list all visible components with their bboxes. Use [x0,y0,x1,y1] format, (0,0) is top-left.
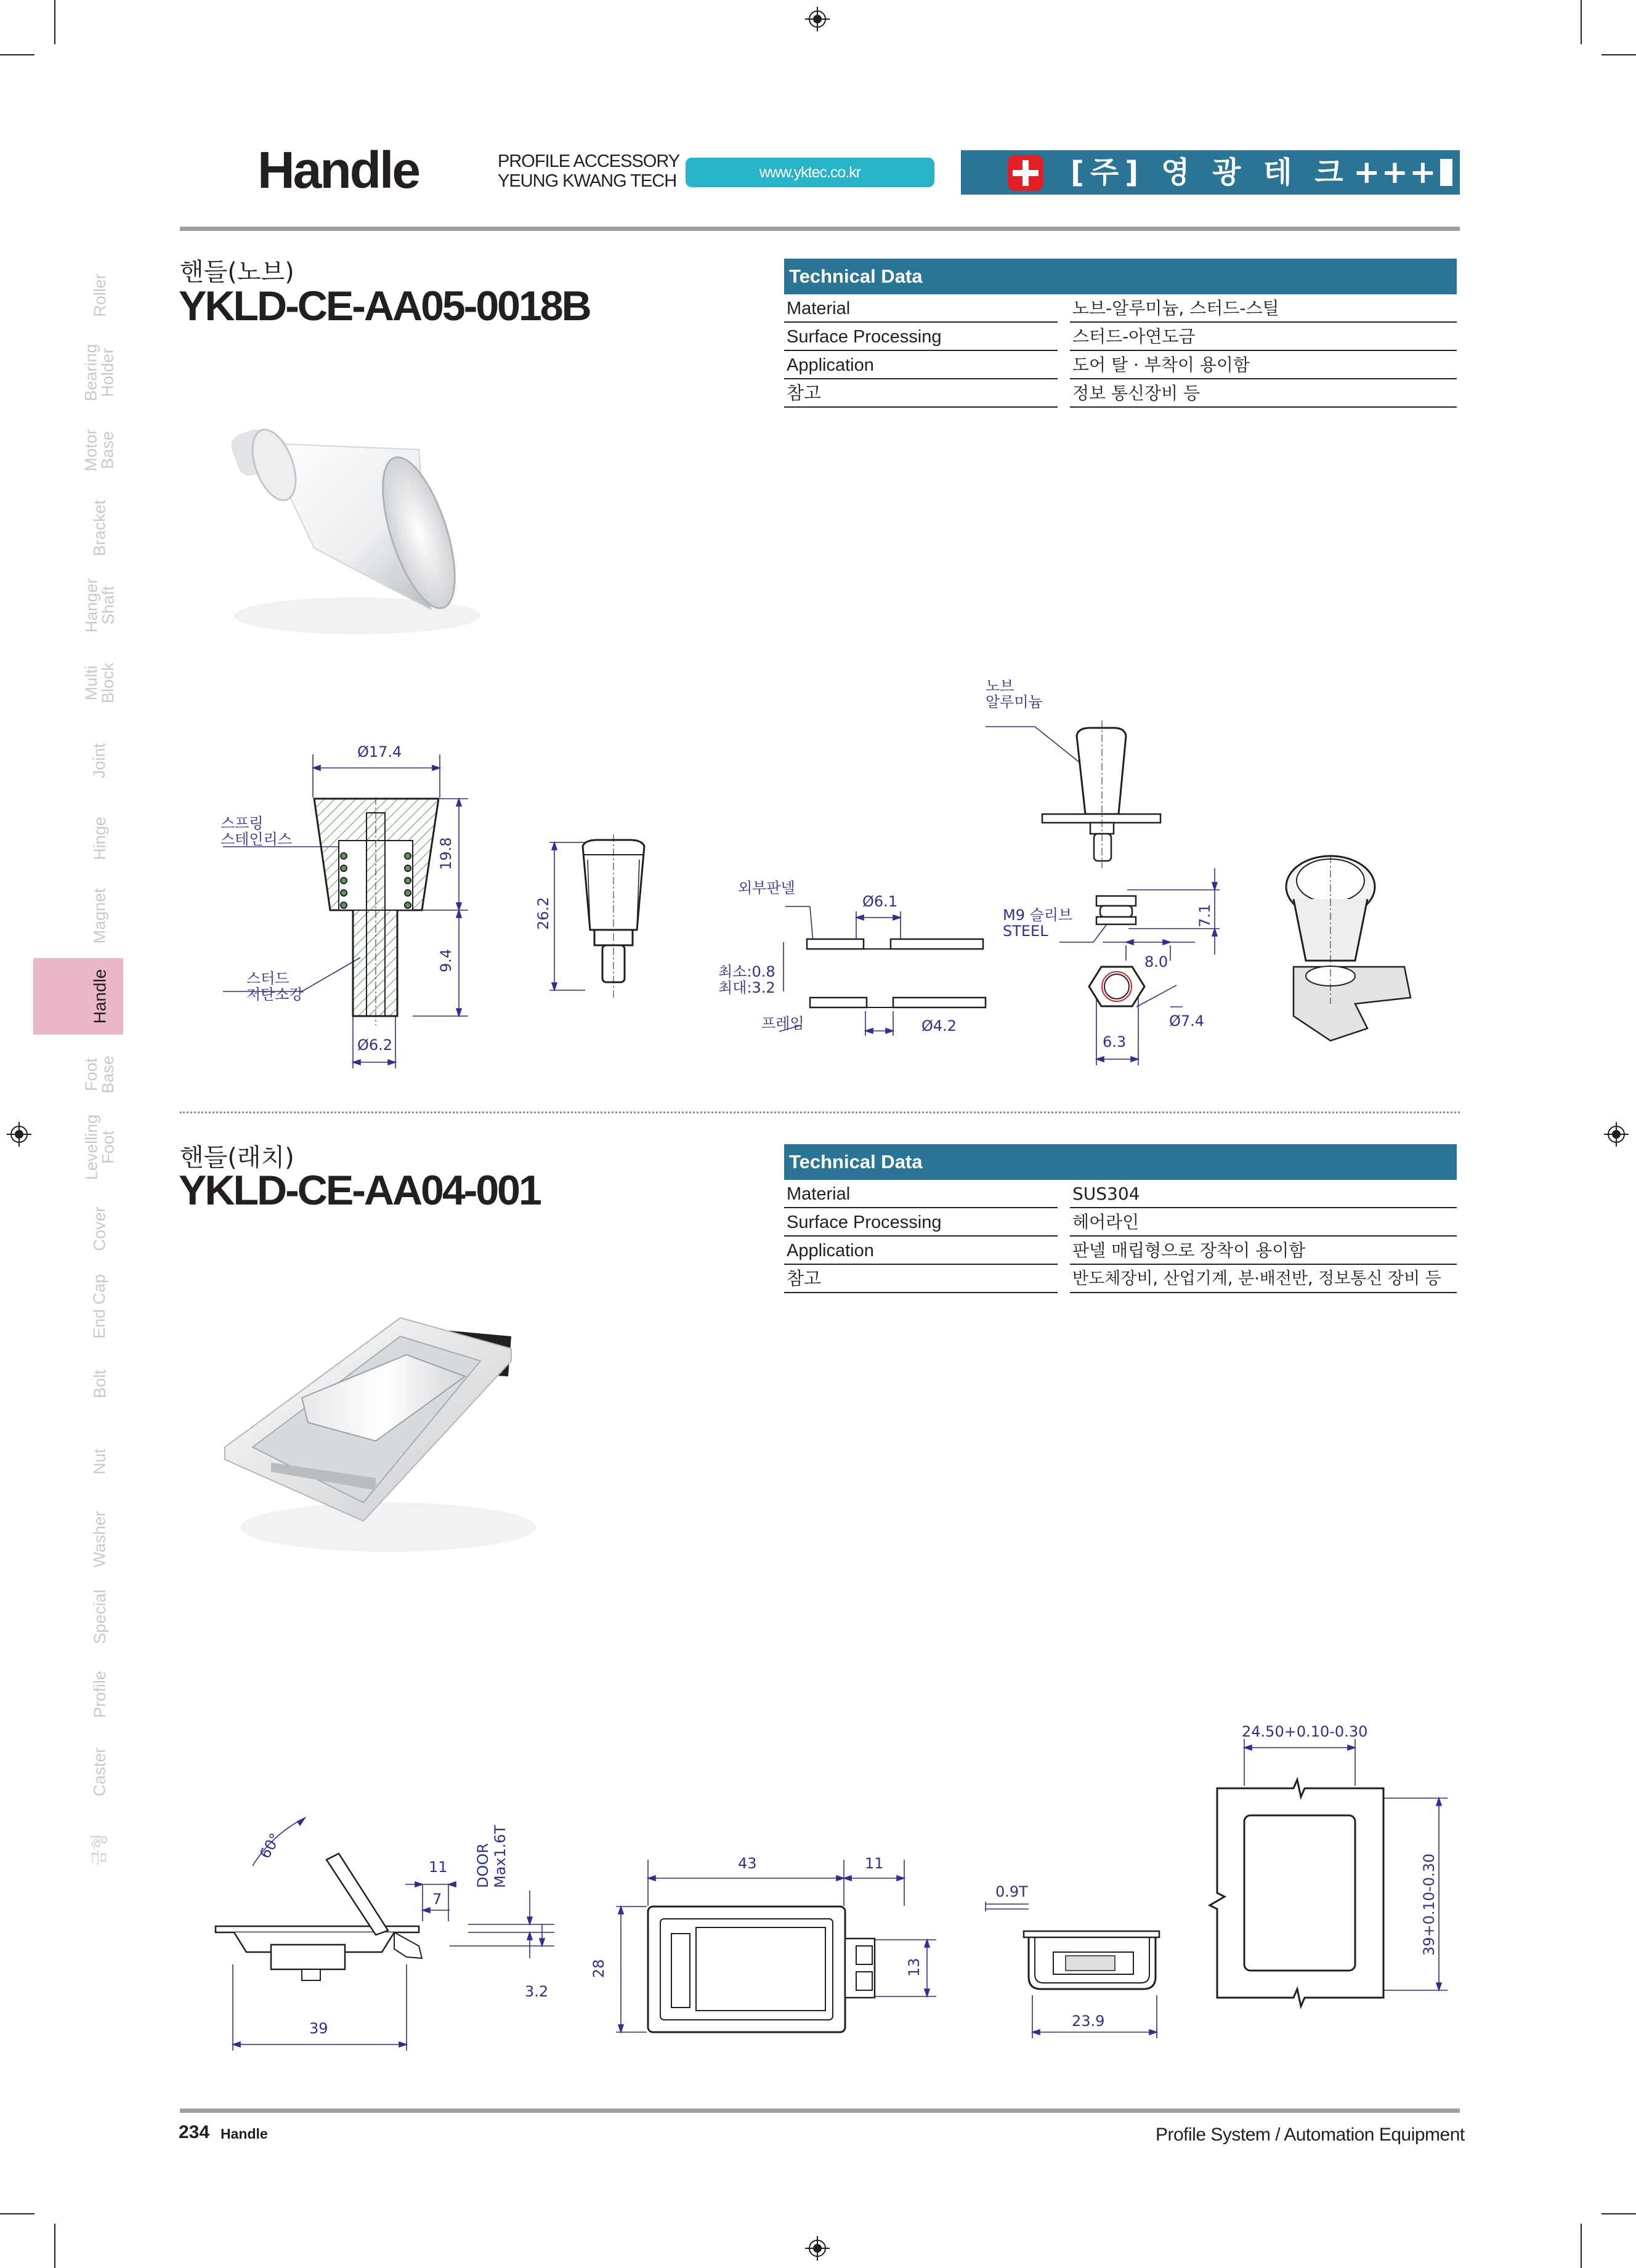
latch-side-view [209,1798,579,2044]
label-frame: 프레임 [761,1015,804,1032]
dim-latch-39: 39 [309,2020,328,2037]
label-knob-line1: 노브 [986,677,1014,695]
tech-data-value: 반도체장비, 산업기계, 분·배전반, 정보통신 장비 등 [1070,1265,1457,1293]
sidebar-item-label: Nut [90,1448,109,1475]
page-title: Handle [257,141,419,199]
label-thickness-min: 최소:0.8 [718,963,775,980]
tech-data-key: 참고 [784,379,1058,408]
company-cross-logo-icon [1008,155,1043,191]
sidebar-item-bracket[interactable] [81,494,118,562]
sidebar-item-label: Levelling Foot [82,1114,118,1180]
dim-latch-11b: 11 [865,1855,884,1872]
registration-mark-icon [1604,1122,1629,1147]
knob-side-view [524,831,671,1004]
label-door: DOOR [474,1843,492,1888]
brand-subtitle-line1: PROFILE ACCESSORY [498,151,680,171]
tech-data-row [784,323,1457,351]
knob-assembly-drawing [986,671,1429,1065]
dim-latch-28: 28 [590,1959,607,1978]
dim-nut-height: 7.1 [1196,903,1213,927]
sidebar-item-nut[interactable] [81,1427,118,1495]
sidebar-item-label: Joint [90,743,109,778]
dim-latch-13: 13 [905,1958,923,1977]
bar-end-mark [1440,159,1452,186]
sidebar-item-bearing-holder[interactable] [81,339,118,406]
company-name: [주] 영 광 테 크 [1071,155,1350,190]
label-nut-line2: STEEL [1003,922,1048,940]
sidebar-item-multi-block[interactable] [81,649,118,717]
footer-section: Handle [221,2126,268,2142]
dim-latch-43: 43 [738,1855,757,1872]
sidebar-item-label: Bolt [90,1369,109,1398]
tech-data-table [784,1144,1457,1293]
dim-bottom-diameter: Ø6.2 [357,1036,393,1054]
sidebar-item-joint[interactable] [81,727,118,794]
dim-overall-height: 26.2 [535,897,552,930]
tech-data-value: 정보 통신장비 등 [1070,379,1457,408]
tech-data-value: 헤어라인 [1070,1208,1457,1237]
label-door-max: Max1.6T [492,1825,509,1888]
dim-latch-11: 11 [429,1858,448,1876]
sidebar-item-label: Special [90,1589,109,1644]
page-number: 234 [179,2122,210,2142]
product-model: YKLD-CE-AA05-0018B [179,283,590,329]
header-rule [180,227,1460,231]
tech-data-row [784,1265,1457,1293]
dim-top-diameter: Ø17.4 [357,743,402,761]
label-spring-line1: 스프링 [221,815,264,832]
sidebar-item-cover[interactable] [81,1195,118,1262]
tech-data-title: Technical Data [784,1144,1457,1180]
latch-top-view [590,1847,949,2044]
registration-mark-icon [7,1122,31,1147]
sidebar-item-label: Handle [90,969,110,1024]
knob-product-photo [222,406,542,653]
tech-data-value: SUS304 [1070,1180,1457,1208]
label-stud-line1: 스터드 [246,970,290,987]
knob-section-drawing [209,736,480,1081]
registration-mark-icon [805,2236,830,2261]
tech-data-key: Material [784,294,1058,323]
tech-data-value: 노브-알루미늄, 스터드-스틸 [1070,294,1457,323]
tech-data-row [784,1237,1457,1265]
label-outer-panel: 외부판넬 [738,879,795,897]
tech-data-row [784,351,1457,379]
tech-data-key: 참고 [784,1265,1058,1293]
crop-mark [1602,2213,1636,2214]
tech-data-key: Material [784,1180,1058,1208]
tech-data-row [784,294,1457,323]
footer-rule [180,2109,1460,2113]
sidebar-item-label: Cover [90,1206,109,1251]
registration-mark-icon [805,7,830,31]
sidebar-item-label: Washer [90,1510,109,1568]
latch-end-view [979,1878,1164,2038]
crop-mark [0,54,34,55]
label-knob-line2: 알루미늄 [986,693,1043,711]
sidebar-item-bolt[interactable] [81,1350,118,1418]
product-model: YKLD-CE-AA04-001 [179,1167,540,1214]
website-link[interactable]: www.yktec.co.kr [686,158,934,187]
sidebar-item-label: 금형 [90,1833,109,1866]
tech-data-value: 스터드-아연도금 [1070,323,1457,351]
crop-mark [54,2224,55,2268]
dim-latch-3-2: 3.2 [525,1983,549,2000]
label-thickness-max: 최대:3.2 [718,979,775,996]
plus-marks: +++ [1353,154,1438,191]
dim-nut-flat: 6.3 [1103,1033,1127,1051]
sidebar-item-label: Hinge [90,816,109,860]
dim-latch-7: 7 [432,1891,442,1908]
label-nut-line1: M9 슬리브 [1003,906,1073,924]
tech-data-key: Surface Processing [784,1208,1058,1237]
footer-tagline: Profile System / Automation Equipment [1156,2125,1465,2145]
tech-data-value: 판넬 매립형으로 장착이 용이함 [1070,1237,1457,1265]
sidebar-item-caster[interactable] [81,1738,118,1806]
panel-cutout-drawing [1195,1712,1454,2044]
sidebar-item-handle[interactable] [81,962,118,1030]
sidebar-item-hanger-shaft[interactable] [81,571,118,639]
sidebar-item-label: Magnet [90,887,109,944]
label-stud-line2: 저탄소강 [246,986,304,1003]
panel-frame-drawing [708,874,967,1059]
sidebar-item-washer[interactable] [81,1505,118,1573]
sidebar-item-profile[interactable] [81,1660,118,1728]
dim-frame-hole: Ø4.2 [921,1017,957,1035]
dim-nut-diameter: Ø7.4 [1169,1012,1205,1030]
sidebar-item-label: Profile [90,1670,109,1718]
crop-mark [1581,2224,1582,2268]
crop-mark [54,0,55,44]
tech-data-table [784,259,1457,408]
sidebar-item-label: Roller [90,273,109,317]
sidebar-item-label: Multi Block [82,662,117,704]
dim-height-upper: 19.8 [437,837,455,870]
tech-data-row [784,1208,1457,1237]
sidebar-item-label: Motor Base [82,429,117,472]
sidebar-item-end-cap[interactable] [81,1272,118,1340]
brand-subtitle-line2: YEUNG KWANG TECH [498,171,677,191]
dim-panel-hole: Ø6.1 [862,893,898,910]
crop-mark [1602,54,1636,55]
tech-data-key: Application [784,351,1058,379]
sidebar-item-label: Bracket [90,499,109,556]
tech-data-row [784,379,1457,408]
sidebar-item-special[interactable] [81,1583,118,1650]
sidebar-item-magnet[interactable] [81,882,118,950]
sidebar-item-mold[interactable] [81,1815,118,1883]
sidebar-item-roller[interactable] [81,261,118,329]
dim-angle: 60° [256,1830,285,1862]
sidebar-item-label: End Cap [90,1273,109,1339]
section-divider [180,1112,1460,1113]
sidebar-item-label: Hanger Shaft [82,578,117,633]
sidebar-item-levelling-foot[interactable] [81,1113,118,1181]
dim-height-lower: 9.4 [437,948,455,972]
tech-data-key: Surface Processing [784,323,1058,351]
dim-nut-width: 8.0 [1144,953,1168,971]
sidebar-item-label: Bearing Holder [82,344,118,402]
latch-product-photo [222,1318,554,1564]
brand-subtitle [498,151,679,191]
sidebar-item-hinge[interactable] [81,804,118,872]
dim-latch-0-9t: 0.9T [995,1883,1028,1900]
tech-data-key: Application [784,1237,1058,1265]
sidebar-item-label: Foot Base [82,1055,118,1094]
sidebar-item-label: Caster [90,1747,109,1796]
sidebar-item-motor-base[interactable] [81,416,118,484]
tech-data-title: Technical Data [784,259,1457,294]
dim-cutout-width: 24.50+0.10-0.30 [1242,1723,1368,1740]
tech-data-row [784,1180,1457,1208]
crop-mark [1581,0,1582,44]
label-spring-line2: 스테인리스 [221,831,292,848]
crop-mark [0,2213,34,2214]
dim-cutout-height: 39+0.10-0.30 [1420,1853,1438,1956]
sidebar-item-foot-base[interactable] [81,1041,118,1108]
product-name-kr: 핸들(노브) [180,258,294,286]
dim-latch-23-9: 23.9 [1072,2012,1105,2030]
product-name-kr: 핸들(래치) [180,1144,294,1172]
tech-data-value: 도어 탈 · 부착이 용이함 [1070,351,1457,379]
